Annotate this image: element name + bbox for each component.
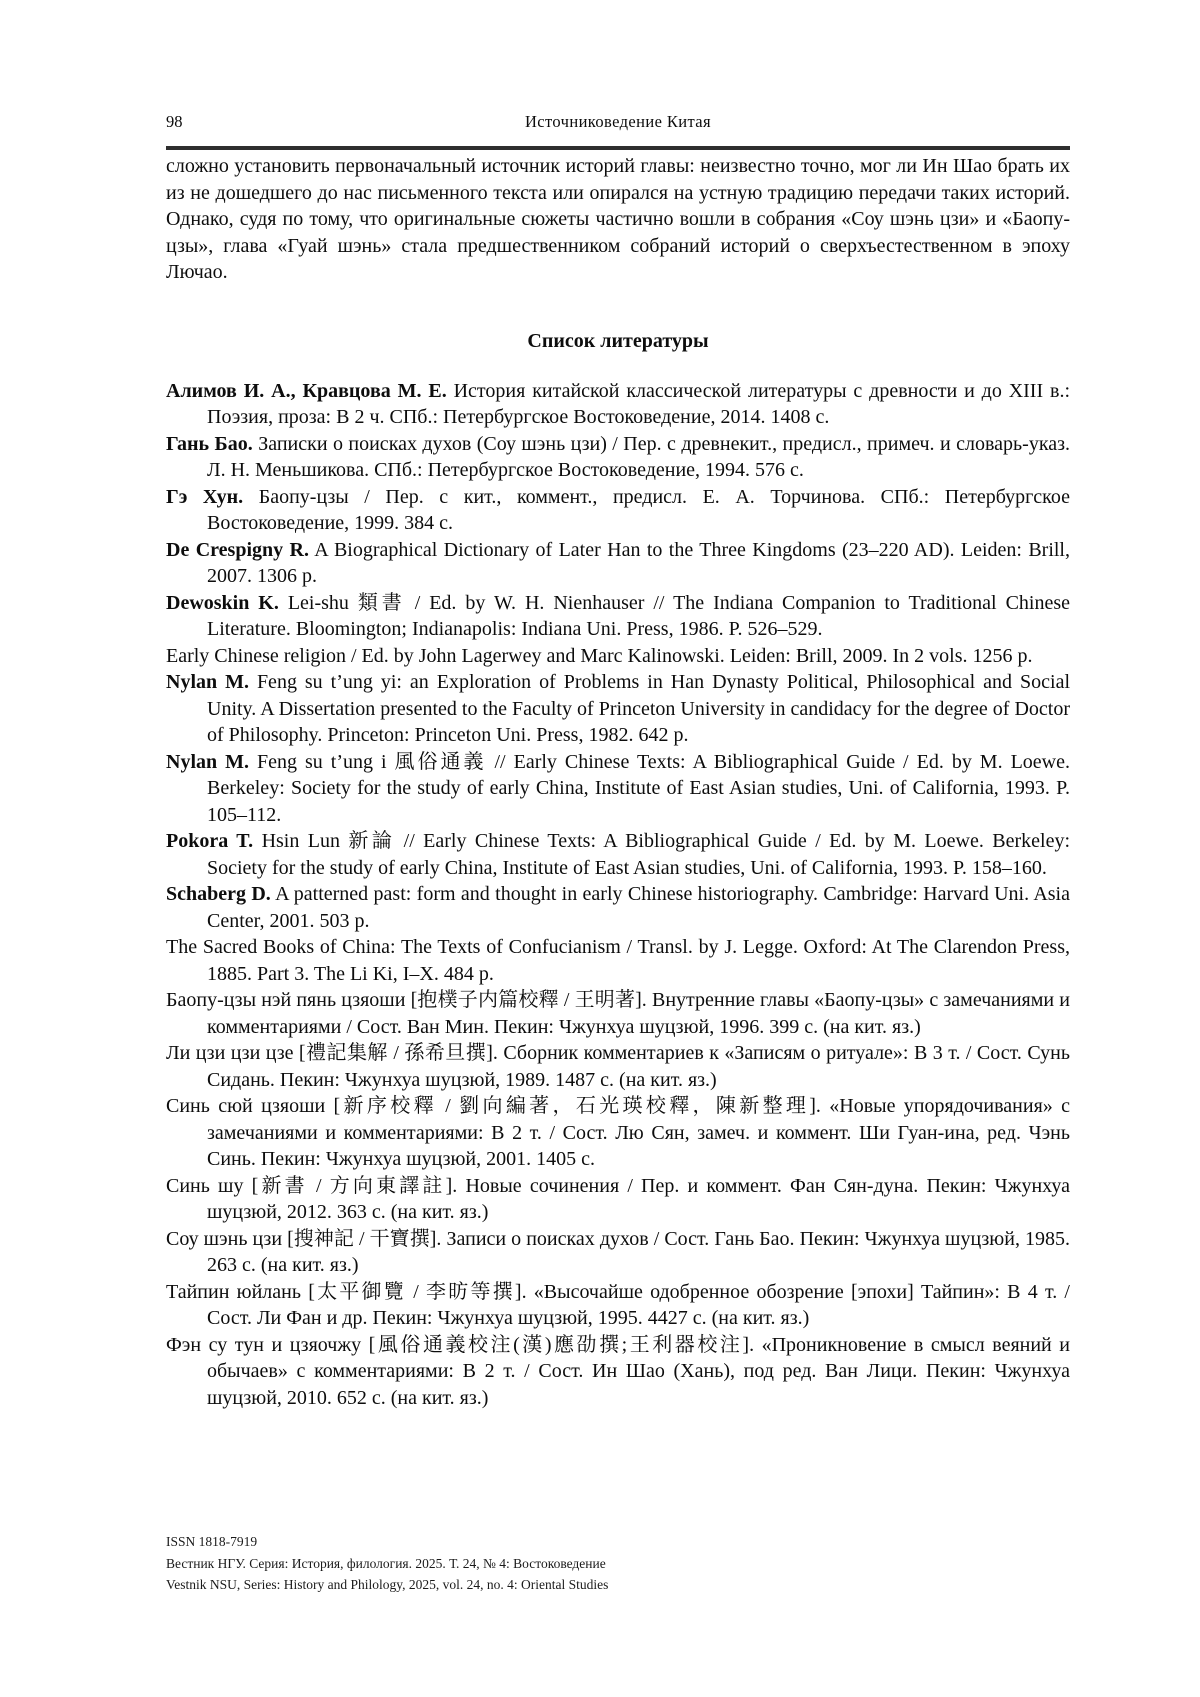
reference-entry: [166, 1173, 1070, 1226]
page-footer: [166, 1531, 1070, 1596]
reference-entry: [166, 1279, 1070, 1332]
reference-text: Фэн су тун и цзяочжу [風俗通義校注(漢)應劭撰;王利器校注]. «Проникновение в смысл веяний и обычаев» с комментариями: В 2 т. / Сост. Ин Шао (Хань), под ред. Ван Лици. Пекин: Чжунхуа шуцзюй, 2010. 652 с. (на кит. яз.): [166, 1333, 1070, 1409]
reference-entry: [166, 1093, 1070, 1173]
reference-entry: [166, 669, 1070, 749]
issn-line: ISSN 1818-7919: [166, 1534, 258, 1549]
reference-entry: [166, 484, 1070, 537]
reference-entry: [166, 1040, 1070, 1093]
reference-text: A Biographical Dictionary of Later Han to the Three Kingdoms (23–220 AD). Leiden: Brill, 2007. 1306 p.: [207, 538, 1070, 587]
page-content: [166, 153, 1070, 1411]
running-title: Источниковедение Китая: [524, 112, 712, 131]
reference-author: Гань Бао.: [166, 432, 253, 455]
reference-text: The Sacred Books of China: The Texts of Confucianism / Transl. by J. Legge. Oxford: At The Clarendon Press, 1885. Part 3. The Li Ki, I–X. 484 p.: [166, 936, 1070, 985]
reference-author: Dewoskin K.: [166, 591, 279, 614]
reference-entry: [166, 1226, 1070, 1279]
journal-line-ru: Вестник НГУ. Серия: История, филология. 2025. Т. 24, № 4: Востоковедение: [166, 1555, 606, 1571]
reference-entry: [166, 987, 1070, 1040]
reference-text: Баопу-цзы нэй пянь цзяоши [抱樸子内篇校釋 / 王明著]. Внутренние главы «Баопу-цзы» с замечаниями и комментариями / Сост. Ван Мин. Пекин: Чжунхуа шуцзюй, 1996. 399 с. (на кит. яз.): [166, 989, 1070, 1038]
journal-line-en: Vestnik NSU, Series: History and Philology, 2025, vol. 24, no. 4: Oriental Studies: [166, 1577, 609, 1592]
intro-paragraph: сложно установить первоначальный источник историй главы: неизвестно точно, мог ли Ин Шао брать их из не дошедшего до нас письменного текста или опирался на устную традицию передачи таких историй. Однако, судя по тому, что оригинальные сюжеты частично вошли в собрания «Соу шэнь цзи» и «Баопу-цзы», глава «Гуай шэнь» стала предшественником собраний историй о сверхъестественном в эпоху Лючао.: [166, 155, 1070, 283]
page-number: 98: [166, 112, 183, 131]
reference-author: Алимов И. А., Кравцова М. Е.: [166, 379, 447, 402]
reference-author: Pokora T.: [166, 830, 254, 852]
reference-text: История китайской классической литературы с древности и до XIII в.: Поэзия, проза: В 2 ч. СПб.: Петербургское Востоковедение, 2014. 1408 с.: [207, 379, 1071, 428]
reference-author: De Crespigny R.: [166, 538, 309, 561]
reference-author: Schaberg D.: [166, 883, 271, 905]
reference-text: Синь сюй цзяоши [新序校釋 / 劉向編著，石光瑛校釋，陳新整理]. «Новые упорядочивания» с замечаниями и комментариями: В 2 т. / Сост. Лю Сян, замеч. и коммент. Ши Гуан-ина, ред. Чэнь Синь. Пекин: Чжунхуа шуцзюй, 2001. 1405 с.: [166, 1095, 1070, 1170]
reference-text: Lei-shu 類書 / Ed. by W. H. Nienhauser // The Indiana Companion to Traditional Chinese Literature. Bloomington; Indianapolis: Indiana Uni. Press, 1986. P. 526–529.: [207, 591, 1071, 640]
reference-entry: [166, 431, 1070, 484]
reference-text: Баопу-цзы / Пер. с кит., коммент., предисл. Е. А. Торчинова. СПб.: Петербургское Востоковедение, 1999. 384 с.: [207, 485, 1071, 534]
page-header: [166, 104, 1070, 150]
reference-entry: [166, 934, 1070, 987]
reference-text: Feng su t’ung yi: an Exploration of Problems in Han Dynasty Political, Philosophical and Social Unity. A Dissertation presented to the Faculty of Princeton University in candidacy for the degree of Doctor of Philosophy. Princeton: Princeton Uni. Press, 1982. 642 p.: [207, 671, 1070, 746]
reference-entry: [166, 643, 1070, 670]
reference-text: A patterned past: form and thought in early Chinese historiography. Cambridge: Harvard Uni. Asia Center, 2001. 503 p.: [207, 883, 1070, 932]
reference-text: Early Chinese religion / Ed. by John Lagerwey and Marc Kalinowski. Leiden: Brill, 2009. In 2 vols. 1256 p.: [166, 644, 1033, 667]
reference-author: Гэ Хун.: [166, 485, 244, 508]
section-title: Список литературы: [527, 329, 709, 352]
reference-entry: [166, 1332, 1070, 1412]
reference-text: Ли цзи цзи цзе [禮記集解 / 孫希旦撰]. Сборник комментариев к «Записям о ритуале»: В 3 т. / Сост. Сунь Сидань. Пекин: Чжунхуа шуцзюй, 1989. 1487 с. (на кит. яз.): [166, 1042, 1070, 1091]
reference-list: [166, 378, 1070, 1412]
reference-entry: [166, 378, 1070, 431]
reference-entry: [166, 749, 1070, 829]
reference-entry: [166, 828, 1070, 881]
reference-text: Записки о поисках духов (Соу шэнь цзи) / Пер. с древнекит., предисл., примеч. и словарь-указ. Л. Н. Меньшикова. СПб.: Петербургское Востоковедение, 1994. 576 с.: [207, 432, 1071, 481]
reference-text: Hsin Lun 新論 // Early Chinese Texts: A Bibliographical Guide / Ed. by M. Loewe. Berkeley: Society for the study of early China, Institute of East Asian studies, Uni. of California, 1993. P. 158–160.: [207, 830, 1070, 879]
reference-text: Тайпин юйлань [太平御覽 / 李昉等撰]. «Высочайше одобренное обозрение [эпохи] Тайпин»: В 4 т. / Сост. Ли Фан и др. Пекин: Чжунхуа шуцзюй, 1995. 4427 с. (на кит. яз.): [166, 1280, 1070, 1329]
reference-author: Nylan M.: [166, 671, 249, 693]
reference-entry: [166, 537, 1070, 590]
reference-text: Feng su t’ung i 風俗通義 // Early Chinese Texts: A Bibliographical Guide / Ed. by M. Loewe. Berkeley: Society for the study of early China, Institute of East Asian studies, Uni. of California, 1993. P. 105–112.: [207, 750, 1071, 826]
reference-entry: [166, 881, 1070, 934]
reference-text: Синь шу [新書 / 方向東譯註]. Новые сочинения / Пер. и коммент. Фан Сян-дуна. Пекин: Чжунхуа шуцзюй, 2012. 363 с. (на кит. яз.): [166, 1174, 1070, 1223]
reference-text: Соу шэнь цзи [搜神記 / 干寶撰]. Записи о поисках духов / Сост. Гань Бао. Пекин: Чжунхуа шуцзюй, 1985. 263 с. (на кит. яз.): [166, 1227, 1070, 1276]
reference-author: Nylan M.: [166, 750, 249, 773]
reference-entry: [166, 590, 1070, 643]
